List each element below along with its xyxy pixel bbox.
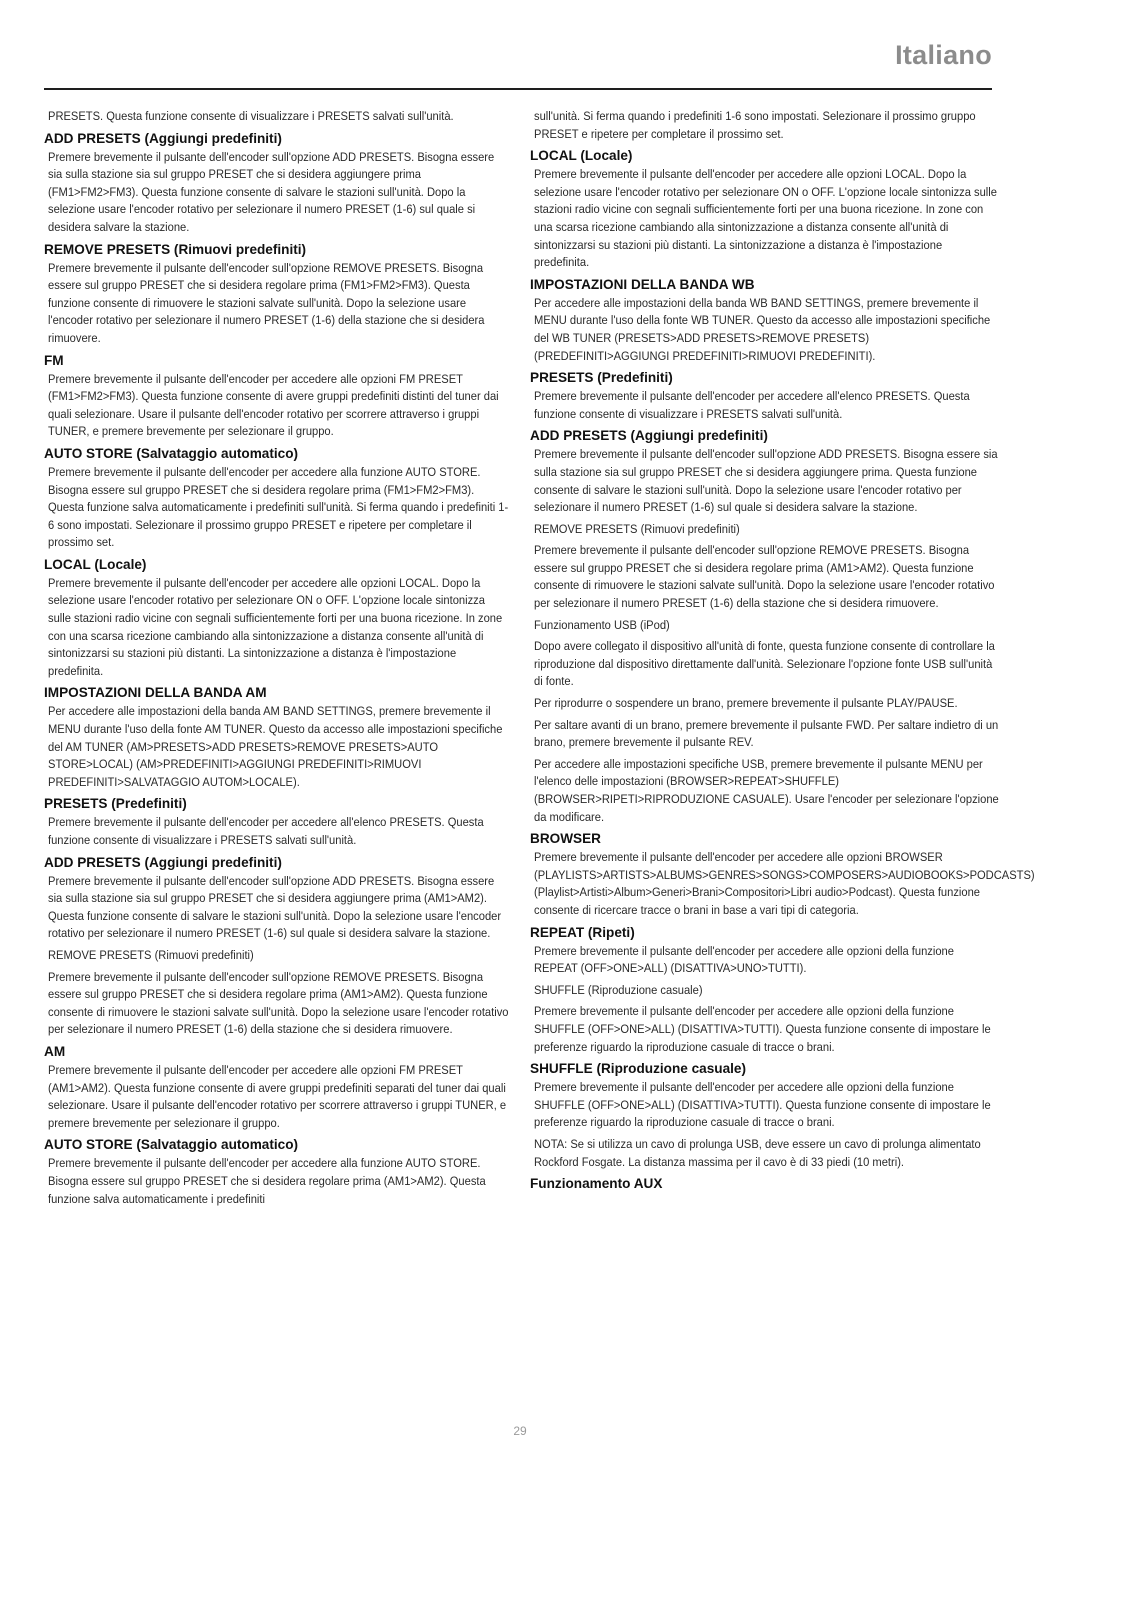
left-column <box>44 108 509 1212</box>
paragraph: Per accedere alle impostazioni della banda AM BAND SETTINGS, premere brevemente il MENU durante l'uso della fonte AM TUNER. Questo da accesso alle impostazioni specifiche del AM TUNER (AM>PRESETS>ADD PRESETS>REMOVE PRESETS>AUTO STORE>LOCAL) (AM>PREDEFINITI>AGGIUNGI PREDEFINITI>RIMUOVI PREDEFINITI>SALVATAGGIO AUTOM>LOCALE). <box>48 704 503 789</box>
section-heading: Funzionamento AUX <box>530 1176 663 1192</box>
paragraph: Premere brevemente il pulsante dell'encoder per accedere all'elenco PRESETS. Questa funzione consente di visualizzare i PRESETS salvati sull'unità. <box>48 815 484 847</box>
paragraph: Premere brevemente il pulsante dell'encoder per accedere alle opzioni FM PRESET (AM1>AM2). Questa funzione consente di avere gruppi predefiniti separati del tuner dai quali selezionare. Usare il pulsante dell'encoder rotativo per scorrere attraverso i gruppi TUNER, e premere brevemente per selezionare il gruppo. <box>48 1062 507 1130</box>
section-heading: AM <box>44 1043 66 1059</box>
language-label: Italiano <box>895 40 992 70</box>
section-heading: LOCAL (Locale) <box>44 556 147 572</box>
section-heading: REMOVE PRESETS (Rimuovi predefiniti) <box>44 241 307 257</box>
paragraph: Per accedere alle impostazioni della banda WB BAND SETTINGS, premere brevemente il MENU durante l'uso della fonte WB TUNER. Questo da accesso alle impostazioni specifiche del WB TUNER (PRESETS>ADD PRESETS>REMOVE PRESETS) (PREDEFINITI>AGGIUNGI PREDEFINITI>RIMUOVI PREDEFINITI). <box>534 295 991 363</box>
section-heading: SHUFFLE (Riproduzione casuale) <box>530 1061 747 1077</box>
paragraph: Premere brevemente il pulsante dell'encoder per accedere alle opzioni della funzione SHUFFLE (OFF>ONE>ALL) (DISATTIVA>TUTTI). Questa funzione consente di impostare le preferenze riguardo la riproduzione casuale di tracce o brani. <box>534 1004 991 1054</box>
paragraph: Premere brevemente il pulsante dell'encoder sull'opzione ADD PRESETS. Bisogna essere sia sulla stazione sia sul gruppo PRESET che si desidera aggiungere prima. Questa funzione consente di salvare le stazioni sull'unità. Dopo la selezione usare l'encoder rotativo per selezionare il numero PRESET (1-6) sul quale si desidera salvare la stazione. <box>534 447 998 515</box>
paragraph: Premere brevemente il pulsante dell'encoder per accedere alle opzioni LOCAL. Dopo la selezione usare l'encoder rotativo per selezionare ON o OFF. L'opzione locale sintonizza sulle stazioni radio vicine con segnali sufficientemente forti per una buona ricezione. In zone con una scarsa ricezione cambiando alla sintonizzazione a distanza consente all'unità di sintonizzarsi su stazioni più distanti. La sintonizzazione a distanza è l'impostazione predefinita. <box>534 167 997 270</box>
section-heading: AUTO STORE (Salvataggio automatico) <box>44 1137 299 1153</box>
section-heading: BROWSER <box>530 831 601 847</box>
paragraph: Premere brevemente il pulsante dell'encoder sull'opzione REMOVE PRESETS. Bisogna essere sul gruppo PRESET che si desidera regolare prima (AM1>AM2). Questa funzione consente di rimuovere le stazioni salvate sull'unità. Dopo la selezione usare l'encoder rotativo per selezionare il numero PRESET (1-6) della stazione che si desidera rimuovere. <box>534 543 995 611</box>
paragraph: Premere brevemente il pulsante dell'encoder per accedere alle opzioni della funzione REPEAT (OFF>ONE>ALL) (DISATTIVA>UNO>TUTTI). <box>534 943 954 976</box>
page-number: 29 <box>513 1424 527 1438</box>
paragraph: Premere brevemente il pulsante dell'encoder sull'opzione ADD PRESETS. Bisogna essere sia sulla stazione sia sul gruppo PRESET che si desidera aggiungere prima (AM1>AM2). Questa funzione consente di salvare le stazioni sull'unità. Dopo la selezione usare l'encoder rotativo per selezionare il numero PRESET (1-6) sul quale si desidera salvare la stazione. <box>48 873 502 941</box>
paragraph: Premere brevemente il pulsante dell'encoder per accedere alle opzioni BROWSER (PLAYLISTS>ARTISTS>ALBUMS>GENRES>SONGS>COMPOSERS>AUDIOBOOKS>PODCASTS) (Playlist>Artisti>Album>Generi>Brani>Compositori>Libri audio>Podcast). Questa funzione consente di ricercare tracce o brani in base a vari tipi di categoria. <box>534 850 1035 917</box>
right-column <box>530 108 1035 1194</box>
paragraph: Per accedere alle impostazioni specifiche USB, premere brevemente il pulsante MENU per l'elenco delle impostazioni (BROWSER>REPEAT>SHUFFLE) (BROWSER>RIPETI>RIPRODUZIONE CASUALE). Usare l'encoder per selezionare l'opzione da modificare. <box>534 756 999 824</box>
paragraph: Premere brevemente il pulsante dell'encoder per accedere alle opzioni FM PRESET (FM1>FM2>FM3). Questa funzione consente di avere gruppi predefiniti distinti del tuner dai quali selezionare. Usare il pulsante dell'encoder rotativo per scorrere attraverso i gruppi TUNER, e premere brevemente per selezionare il gruppo. <box>48 371 499 439</box>
section-heading: AUTO STORE (Salvataggio automatico) <box>44 445 299 461</box>
header-rule <box>44 88 992 90</box>
paragraph: REMOVE PRESETS (Rimuovi predefiniti) <box>48 947 254 962</box>
paragraph: Premere brevemente il pulsante dell'encoder sull'opzione REMOVE PRESETS. Bisogna essere sul gruppo PRESET che si desidera regolare prima (AM1>AM2). Questa funzione consente di rimuovere le stazioni salvate sull'unità. Dopo la selezione usare l'encoder rotativo per selezionare il numero PRESET (1-6) della stazione che si desidera rimuovere. <box>48 969 509 1037</box>
paragraph: Per saltare avanti di un brano, premere brevemente il pulsante FWD. Per saltare indietro di un brano, premere brevemente il pulsante REV. <box>534 717 999 750</box>
section-heading: IMPOSTAZIONI DELLA BANDA WB <box>530 276 755 292</box>
section-heading: IMPOSTAZIONI DELLA BANDA AM <box>44 685 267 701</box>
paragraph: Premere brevemente il pulsante dell'encoder per accedere alla funzione AUTO STORE. Bisogna essere sul gruppo PRESET che si desidera regolare prima (FM1>FM2>FM3). Questa funzione salva automaticamente i predefiniti sull'unità. Si ferma quando i predefiniti 1-6 sono impostati. Selezionare il prossimo gruppo PRESET e ripetere per completare il prossimo set. <box>48 464 509 550</box>
paragraph: Funzionamento USB (iPod) <box>534 617 670 632</box>
paragraph: SHUFFLE (Riproduzione casuale) <box>534 982 703 997</box>
section-heading: ADD PRESETS (Aggiungi predefiniti) <box>530 428 768 444</box>
paragraph: NOTA: Se si utilizza un cavo di prolunga USB, deve essere un cavo di prolunga alimentato Rockford Fosgate. La distanza massima per il cavo è di 33 piedi (10 metri). <box>534 1136 981 1169</box>
paragraph: Premere brevemente il pulsante dell'encoder per accedere alle opzioni della funzione SHUFFLE (OFF>ONE>ALL) (DISATTIVA>TUTTI). Questa funzione consente di impostare le preferenze riguardo la riproduzione casuale di tracce o brani. <box>534 1080 991 1130</box>
section-heading: LOCAL (Locale) <box>530 148 633 164</box>
paragraph: Premere brevemente il pulsante dell'encoder per accedere all'elenco PRESETS. Questa funzione consente di visualizzare i PRESETS salvati sull'unità. <box>534 389 970 421</box>
paragraph: sull'unità. Si ferma quando i predefiniti 1-6 sono impostati. Selezionare il prossimo gruppo PRESET e ripetere per completare il prossimo set. <box>534 109 976 141</box>
section-heading: REPEAT (Ripeti) <box>530 924 635 940</box>
section-heading: ADD PRESETS (Aggiungi predefiniti) <box>44 130 282 146</box>
paragraph: Per riprodurre o sospendere un brano, premere brevemente il pulsante PLAY/PAUSE. <box>534 696 958 711</box>
paragraph: Dopo avere collegato il dispositivo all'unità di fonte, questa funzione consente di controllare la riproduzione dal dispositivo direttamente dall'unità. Selezionare l'opzione fonte USB sull'unità di fonte. <box>534 639 995 689</box>
paragraph: Premere brevemente il pulsante dell'encoder per accedere alle opzioni LOCAL. Dopo la selezione usare l'encoder rotativo per selezionare ON o OFF. L'opzione locale sintonizza sulle stazioni radio vicine con segnali sufficientemente forti per una buona ricezione. In zone con una scarsa ricezione cambiando alla sintonizzazione a distanza consente all'unità di sintonizzarsi su stazioni più distanti. La sintonizzazione a distanza è l'impostazione predefinita. <box>48 575 503 678</box>
paragraph: Premere brevemente il pulsante dell'encoder sull'opzione ADD PRESETS. Bisogna essere sia sulla stazione sia sul gruppo PRESET che si desidera aggiungere prima (FM1>FM2>FM3). Questa funzione consente di salvare le stazioni sull'unità. Dopo la selezione usare l'encoder rotativo per selezionare il numero PRESET (1-6) sul quale si desidera salvare la stazione. <box>48 149 495 234</box>
section-heading: ADD PRESETS (Aggiungi predefiniti) <box>44 854 282 870</box>
paragraph: PRESETS. Questa funzione consente di visualizzare i PRESETS salvati sull'unità. <box>48 109 454 123</box>
paragraph: Premere brevemente il pulsante dell'encoder sull'opzione REMOVE PRESETS. Bisogna essere sul gruppo PRESET che si desidera regolare prima (FM1>FM2>FM3). Questa funzione consente di rimuovere le stazioni salvate sull'unità. Dopo la selezione usare l'encoder rotativo per selezionare il numero PRESET (1-6) della stazione che si desidera rimuovere. <box>48 260 485 345</box>
paragraph: REMOVE PRESETS (Rimuovi predefiniti) <box>534 521 740 536</box>
section-heading: PRESETS (Predefiniti) <box>44 796 187 812</box>
section-heading: FM <box>44 352 64 368</box>
section-heading: PRESETS (Predefiniti) <box>530 370 673 386</box>
paragraph: Premere brevemente il pulsante dell'encoder per accedere alla funzione AUTO STORE. Bisogna essere sul gruppo PRESET che si desidera regolare prima (AM1>AM2). Questa funzione salva automaticamente i predefiniti <box>48 1156 486 1206</box>
